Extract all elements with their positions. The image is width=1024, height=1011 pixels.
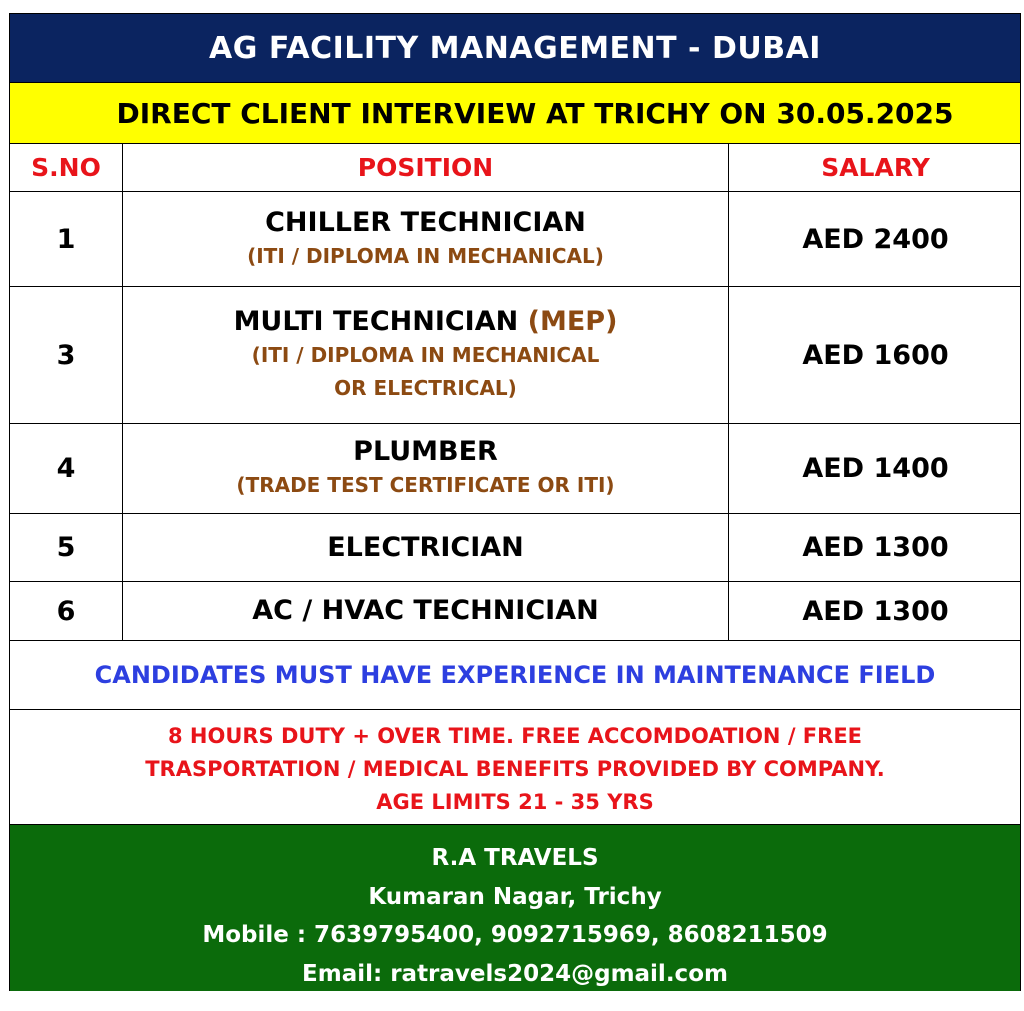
interview-banner: DIRECT CLIENT INTERVIEW AT TRICHY ON 30.05.2025 [10, 83, 1020, 144]
benefits-line: TRASPORTATION / MEDICAL BENEFITS PROVIDED BY COMPANY. [145, 757, 885, 781]
position-qualification: (TRADE TEST CERTIFICATE OR ITI) [236, 473, 615, 497]
position-title-suffix: (MEP) [527, 306, 618, 337]
position-salary: AED 2400 [802, 223, 949, 255]
job-poster [9, 13, 1021, 991]
row-sno: 4 [56, 453, 76, 484]
position-qualification: (ITI / DIPLOMA IN MECHANICAL) [247, 243, 604, 268]
table-row [10, 514, 1020, 582]
position-salary: AED 1600 [802, 339, 949, 371]
table-row [10, 424, 1020, 514]
benefits-section [10, 710, 1020, 825]
table-row [10, 287, 1020, 424]
position-salary: AED 1300 [802, 532, 949, 563]
column-header-position: POSITION [357, 153, 494, 182]
table-header-row [10, 144, 1020, 192]
contact-section [10, 825, 1020, 991]
position-salary: AED 1400 [802, 453, 949, 484]
position-qualification: OR ELECTRICAL) [334, 376, 517, 400]
column-header-salary: SALARY [821, 153, 930, 182]
table-row [10, 192, 1020, 287]
row-sno: 1 [56, 223, 76, 255]
position-title: CHILLER TECHNICIAN [265, 206, 586, 238]
column-header-sno: S.NO [31, 153, 101, 182]
agency-mobile: Mobile : 7639795400, 9092715969, 8608211509 [202, 922, 828, 948]
table-row [10, 582, 1020, 641]
position-title: MULTI TECHNICIAN [233, 306, 519, 337]
position-salary: AED 1300 [802, 595, 949, 627]
position-title: ELECTRICIAN [327, 531, 524, 563]
agency-name: R.A TRAVELS [431, 845, 599, 871]
position-title: AC / HVAC TECHNICIAN [252, 595, 599, 626]
agency-address: Kumaran Nagar, Trichy [368, 883, 662, 910]
benefits-line: 8 HOURS DUTY + OVER TIME. FREE ACCOMDOATION / FREE [167, 724, 863, 748]
row-sno: 6 [56, 595, 76, 627]
row-sno: 5 [56, 532, 76, 563]
benefits-line: AGE LIMITS 21 - 35 YRS [376, 790, 654, 814]
row-sno: 3 [56, 339, 76, 371]
company-title: AG FACILITY MANAGEMENT - DUBAI [10, 14, 1020, 83]
experience-note: CANDIDATES MUST HAVE EXPERIENCE IN MAINTENANCE FIELD [10, 641, 1020, 710]
position-qualification: (ITI / DIPLOMA IN MECHANICAL [251, 343, 600, 367]
position-title-line [234, 305, 618, 339]
agency-email: Email: ratravels2024@gmail.com [302, 960, 728, 987]
position-title: PLUMBER [353, 436, 498, 467]
